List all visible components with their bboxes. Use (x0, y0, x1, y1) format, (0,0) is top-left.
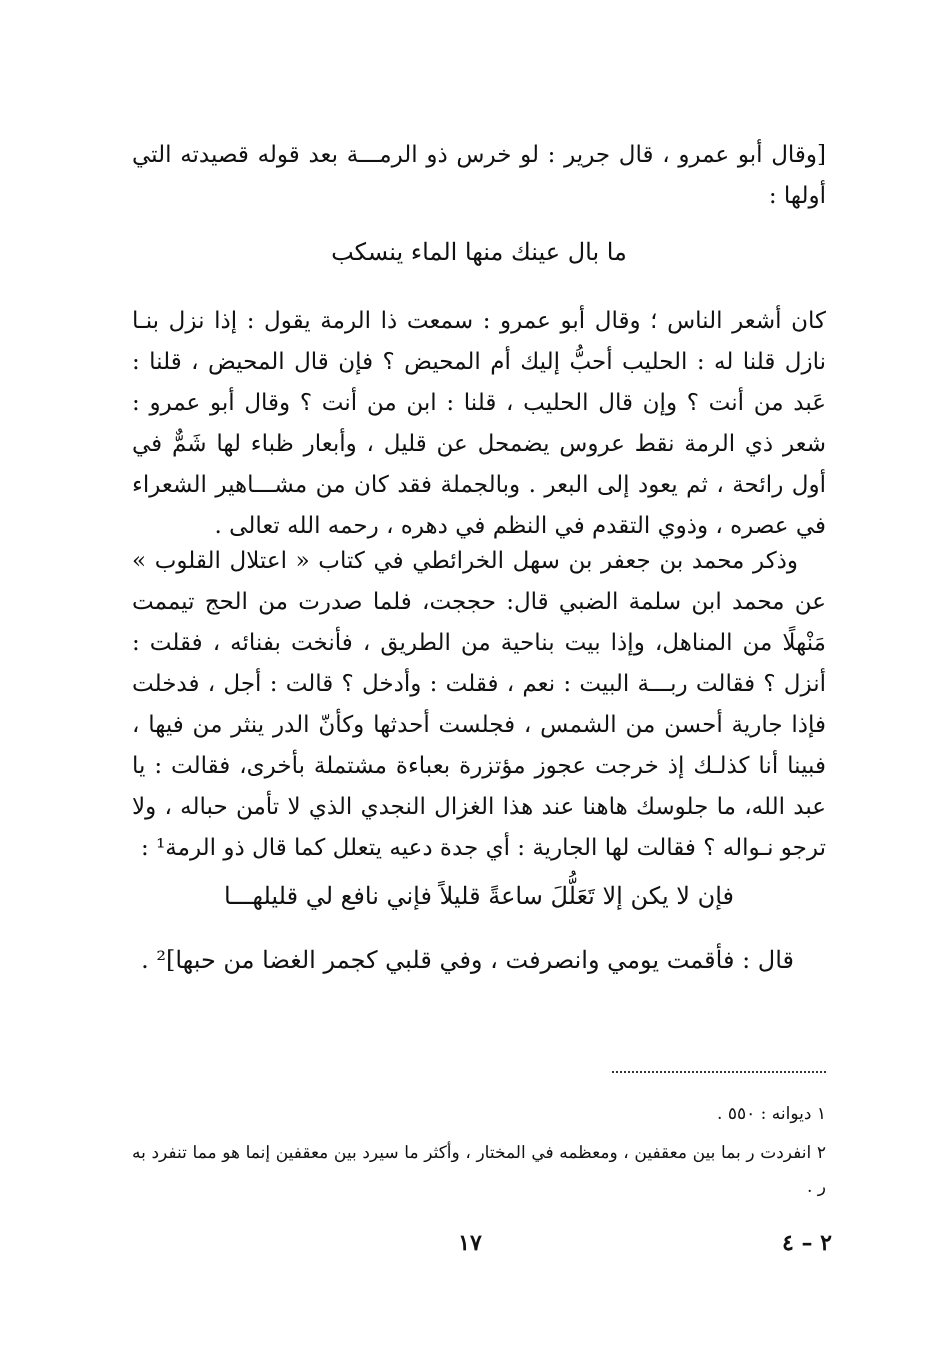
verse-hemistich-title: ما بال عينك منها الماء ينسكب (331, 238, 627, 266)
paragraph-3: وذكر محمد بن جعفر بن سهل الخرائطي في كتاب « اعتلال القلوب » عن محمد ابن سلمة الضبي قال: حججت، فلما صدرت من الحج تيممت مَنْهلًا من المناهل، وإذا بيت بناحية من الطريق ، فأنخت بفنائه ، فقلت : أنزل ؟ فقالت ربـــة البيت : نعم ، فقلت : وأدخل ؟ قالت : أجل ، فدخلت فإذا جارية أحسن من الشمس ، فجلست أحدثها وكأنّ الدر ينثر من فيها ، فبينا أنا كذلـك إذ خرجت عجوز مؤتزرة بعباءة مشتملة بأخرى، فقالت : يا عبد الله، ما جلوسك هاهنا عند هذا الغزال النجدي الذي لا تأمن حباله ، ولا ترجو نـواله ؟ فقالت لها الجارية : أي جدة دعيه يتعلل كما قال ذو الرمة¹ : (132, 548, 826, 861)
footnote-2: ٢ انفردت ر بما بين معقفين ، ومعظمه في المختار ، وأكثر ما سيرد بين معقفين إنما هو مما تنفرد به ر . (132, 1143, 826, 1197)
footnote-1: ١ ديوانه : ٥٥٠ . (717, 1104, 826, 1124)
signature-mark: ٢ – ٤ (782, 1230, 832, 1256)
page-number: ١٧ (458, 1230, 482, 1256)
paragraph-1: [وقال أبو عمرو ، قال جرير : لو خرس ذو الرمـــة بعد قوله قصيدته التي أولها : (132, 142, 826, 209)
verse-line: فإن لا يكن إلا تَعَلُّلَ ساعةً قليلاً فإني نافع لي قليلهـــا (223, 882, 734, 910)
footnote-separator (612, 1071, 826, 1073)
paragraph-2: كان أشعر الناس ؛ وقال أبو عمرو : سمعت ذا الرمة يقول : إذا نزل بنـا نازل قلنا له : الحليب أحبُّ إليك أم المحيض ؟ فإن قال المحيض ، قلنا : عَبد من أنت ؟ وإن قال الحليب ، قلنا : ابن من أنت ؟ وقال أبو عمرو : شعر ذي الرمة نقط عروس يضمحل عن قليل ، وأبعار ظباء لها شَمٌّ في أول رائحة ، ثم يعود إلى البعر . وبالجملة فقد كان من مشـــاهير الشعراء في عصره ، وذوي التقدم في النظم في دهره ، رحمه الله تعالى . (132, 308, 826, 539)
closing-line: قال : فأقمت يومي وانصرفت ، وفي قلبي كجمر الغضا من حبها]² . (141, 946, 794, 974)
